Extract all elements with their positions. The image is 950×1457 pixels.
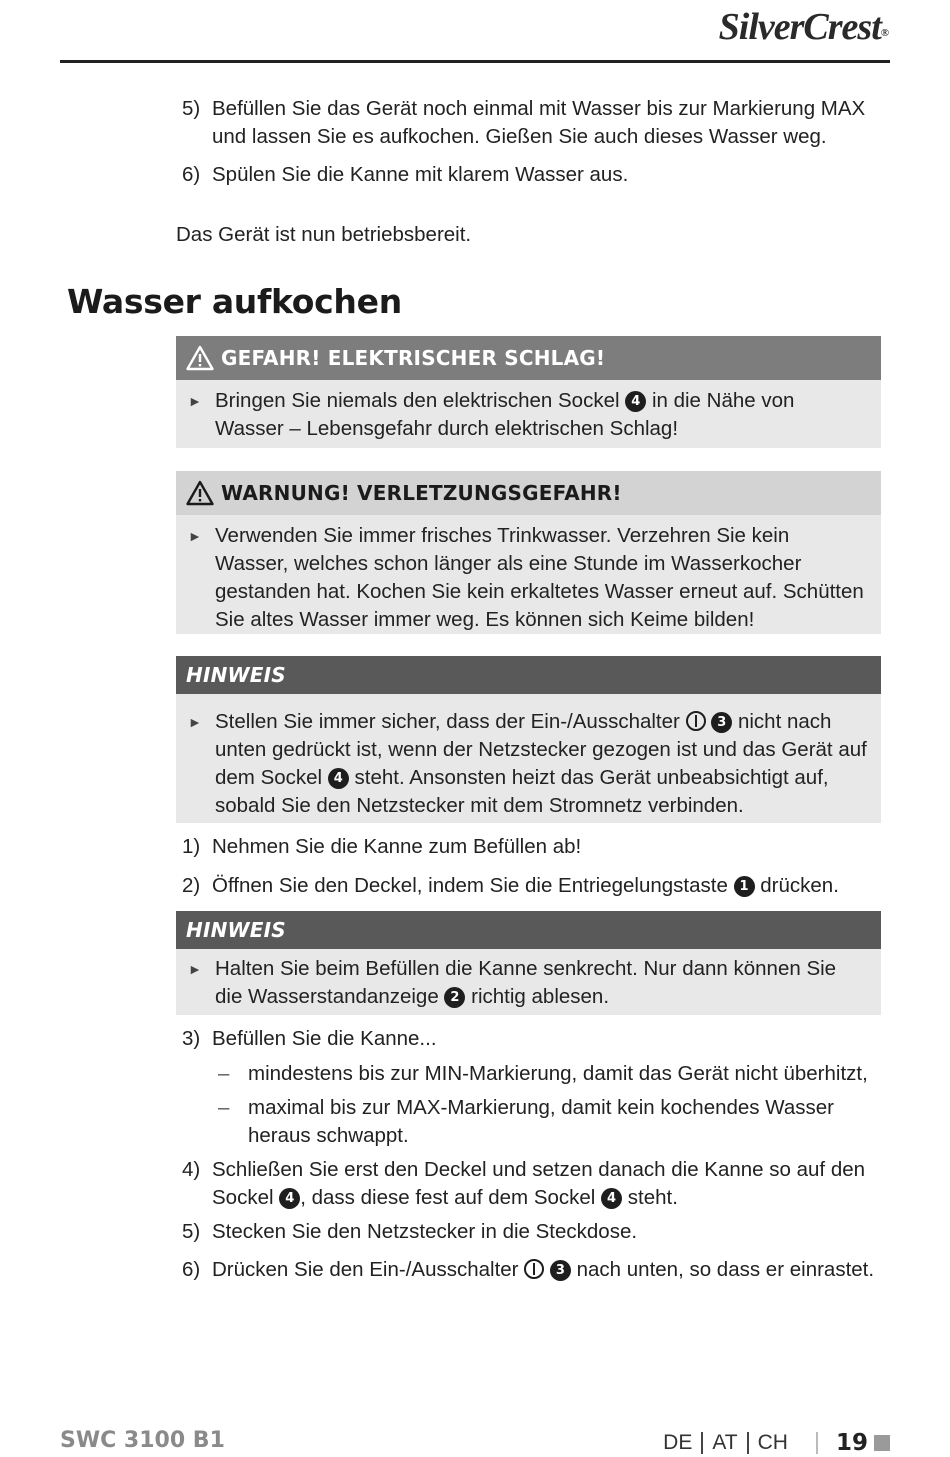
footer-divider bbox=[701, 1432, 703, 1454]
reference-number: 4 bbox=[328, 768, 349, 789]
danger-box-title: GEFAHR! ELEKTRISCHER SCHLAG! bbox=[221, 346, 606, 370]
reference-number: 1 bbox=[734, 876, 755, 897]
note-box bbox=[176, 911, 881, 1015]
reference-number: 4 bbox=[601, 1188, 622, 1209]
triangle-right-icon: ► bbox=[188, 393, 202, 409]
list-item: 6) Drücken Sie den Ein-/Ausschalter 3 nach unten, so dass er einrastet. bbox=[182, 1258, 875, 1281]
brand-logo: SilverCrest® bbox=[718, 6, 888, 48]
triangle-right-icon: ► bbox=[188, 961, 202, 977]
sub-list-item: – maximal bis zur MAX-Markierung, damit kein kochendes Wasser heraus schwappt. bbox=[218, 1096, 834, 1147]
note-box-header: HINWEIS bbox=[176, 911, 881, 949]
ready-text: Das Gerät ist nun betriebsbereit. bbox=[176, 223, 472, 246]
footer-lang: DE bbox=[663, 1431, 693, 1454]
note-box bbox=[176, 656, 881, 823]
warning-triangle-icon bbox=[186, 345, 214, 371]
note-box-item bbox=[176, 949, 881, 1017]
power-switch-icon bbox=[686, 711, 706, 731]
list-item: 3) Befüllen Sie die Kanne... bbox=[182, 1027, 437, 1050]
note-box-item bbox=[176, 694, 881, 826]
note-box-header: HINWEIS bbox=[176, 656, 881, 694]
reference-number: 4 bbox=[279, 1188, 300, 1209]
warning-box-text: Verwenden Sie immer frisches Trinkwasser. Verzehren Sie kein Wasser, welches schon länger als eine Stunde im Wasserkocher gestanden hat. Kochen Sie kein erkaltetes Wasser erneut auf. Schütten Sie altes Wasser immer weg. Es können sich Keime bilden! bbox=[215, 524, 864, 631]
page-number: 19 bbox=[835, 1430, 868, 1456]
danger-box-header bbox=[176, 336, 881, 380]
warning-box-item bbox=[176, 515, 881, 640]
danger-box-item bbox=[176, 380, 881, 449]
note-box-text: Stellen Sie immer sicher, dass der Ein-/Ausschalter 3 nicht nach unten gedrückt ist, wenn der Netzstecker gezogen ist und das Gerät auf dem Sockel 4 steht. Ansonsten heizt das Gerät unbeabsichtigt auf, sobald Sie den Netzstecker mit dem Stromnetz verbinden. bbox=[215, 710, 867, 817]
footer-divider bbox=[747, 1432, 749, 1454]
header-rule bbox=[60, 60, 890, 63]
footer-lang: CH bbox=[757, 1431, 788, 1454]
triangle-right-icon: ► bbox=[188, 714, 202, 730]
list-item: 4) Schließen Sie erst den Deckel und setzen danach die Kanne so auf den Sockel 4 , dass diese fest auf dem Sockel 4 steht. bbox=[182, 1158, 866, 1209]
reference-number: 4 bbox=[625, 391, 646, 412]
section-title: Wasser aufkochen bbox=[67, 282, 402, 321]
footer-divider bbox=[816, 1432, 818, 1454]
list-item: 6) Spülen Sie die Kanne mit klarem Wasser aus. bbox=[182, 163, 629, 186]
reference-number: 2 bbox=[444, 987, 465, 1008]
page-marker-square bbox=[874, 1435, 890, 1451]
footer-lang: AT bbox=[712, 1431, 738, 1454]
warning-box-header bbox=[176, 471, 881, 515]
footer-page-info bbox=[663, 1430, 890, 1456]
note-box-text: Halten Sie beim Befüllen die Kanne senkrecht. Nur dann können Sie die Wasserstandanzeige 2 richtig ablesen. bbox=[215, 957, 837, 1008]
warning-box-title: WARNUNG! VERLETZUNGSGEFAHR! bbox=[221, 481, 622, 505]
footer-model: SWC 3100 B1 bbox=[60, 1428, 225, 1453]
danger-box-text: Bringen Sie niemals den elektrischen Sockel 4 in die Nähe von Wasser – Lebensgefahr durch elektrischen Schlag! bbox=[215, 389, 795, 440]
reference-number: 3 bbox=[711, 712, 732, 733]
list-item: 5) Befüllen Sie das Gerät noch einmal mit Wasser bis zur Markierung MAX und lassen Sie es aufkochen. Gießen Sie auch dieses Wasser weg. bbox=[182, 97, 866, 148]
sub-list-item: – mindestens bis zur MIN-Markierung, damit das Gerät nicht überhitzt, bbox=[218, 1062, 868, 1085]
warning-box bbox=[176, 471, 881, 634]
list-item: 2) Öffnen Sie den Deckel, indem Sie die Entriegelungstaste 1 drücken. bbox=[182, 874, 839, 897]
power-switch-icon bbox=[524, 1259, 544, 1279]
triangle-right-icon: ► bbox=[188, 528, 202, 544]
list-item: 5) Stecken Sie den Netzstecker in die Steckdose. bbox=[182, 1220, 638, 1243]
list-item: 1) Nehmen Sie die Kanne zum Befüllen ab! bbox=[182, 835, 582, 858]
danger-box bbox=[176, 336, 881, 448]
reference-number: 3 bbox=[550, 1260, 571, 1281]
warning-triangle-icon bbox=[186, 480, 214, 506]
